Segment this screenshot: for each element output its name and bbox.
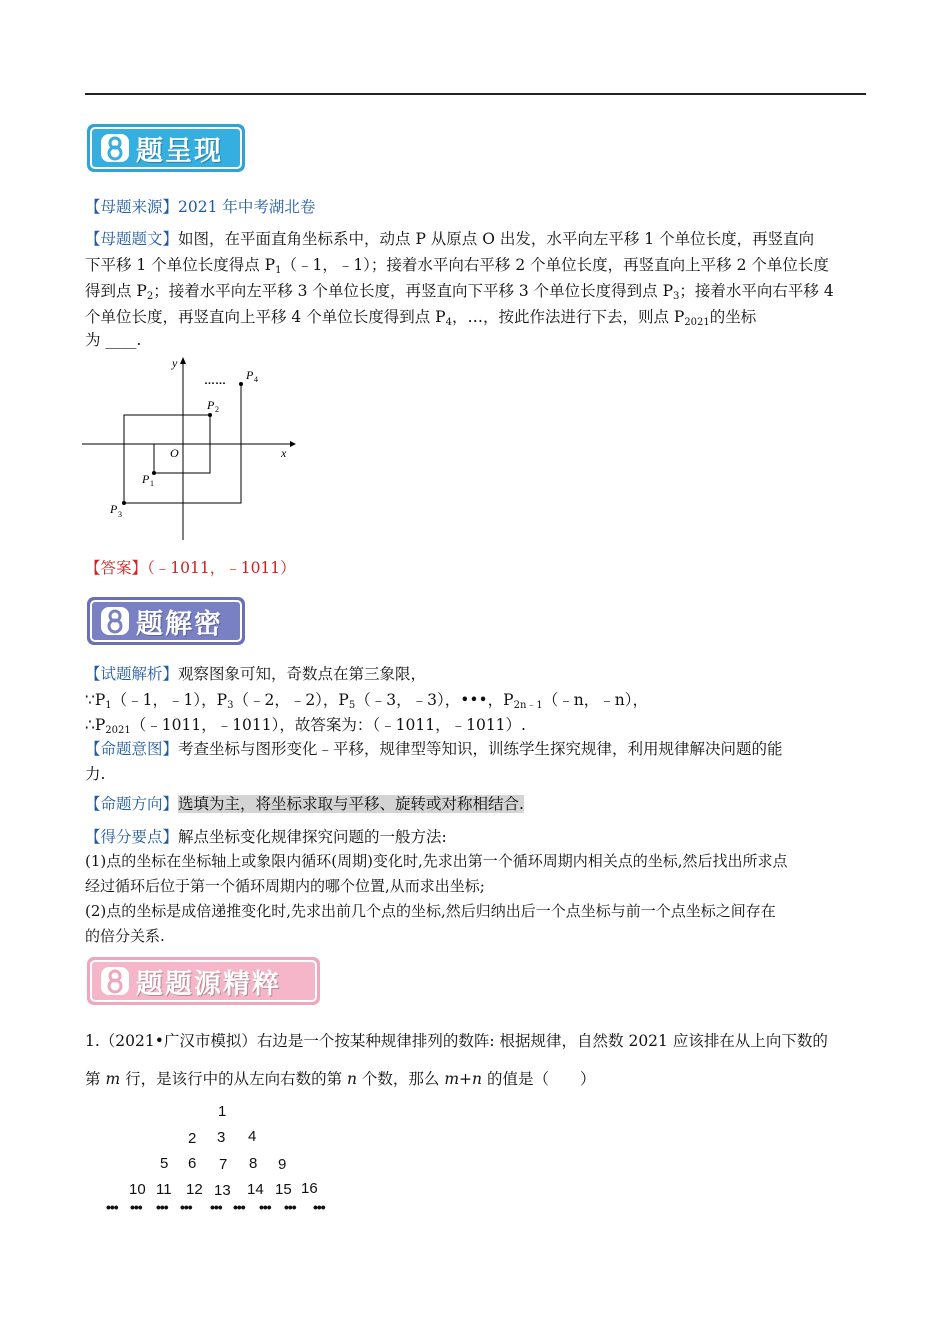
origin-label: O (170, 446, 179, 460)
p4-label: P (246, 368, 254, 382)
analysis-line-3 (85, 715, 870, 741)
triangle-number: 7 (219, 1156, 228, 1173)
x-label: x (281, 446, 287, 460)
intent-line-2 (85, 764, 870, 784)
p2-label: P (207, 398, 215, 412)
problem-text: 如图，在平面直角坐标系中，动点 P 从原点 O 出发，水平向左平移 1 个单位长度，再竖直向 (178, 230, 815, 248)
var-n: n (347, 1070, 357, 1088)
analysis-tag: 【试题解析】 (85, 665, 179, 683)
source-tag: 【母题来源】 (85, 198, 179, 216)
p1-label: P (142, 472, 150, 486)
direction-line (85, 794, 870, 814)
triangle-dots: ••• (284, 1199, 296, 1215)
problem-line-1 (85, 229, 870, 249)
direction-text: 选填为主，将坐标求取与平移、旋转或对称相结合. (178, 795, 524, 813)
eight-badge-icon (98, 131, 132, 165)
triangle-dots: ••• (259, 1199, 271, 1215)
analysis-text: ∴P (85, 716, 106, 734)
point-p1 (152, 471, 156, 475)
intent-text: 考查坐标与图形变化﹣平移，规律型等知识，训练学生探究规律，利用规律解决问题的能 (178, 740, 783, 758)
p3-label: P (110, 502, 118, 516)
triangle-number: 3 (217, 1129, 226, 1146)
triangle-dots: ••• (180, 1199, 192, 1215)
method-text: (2)点的坐标是成倍递推变化时,先求出前几个点的坐标,然后归纳出后一个点坐标与前一个点坐标之间存在 (85, 902, 776, 920)
intent-text: 力. (85, 765, 106, 783)
triangle-dots: ••• (313, 1199, 325, 1215)
answer-value: （﹣1011，﹣1011） (147, 559, 296, 577)
subscript: 5 (348, 700, 356, 711)
triangle-number: 9 (278, 1156, 287, 1173)
y-arrow-icon (180, 357, 186, 364)
coordinate-figure (82, 352, 302, 547)
problem-text: ，…，按此作法进行下去，则点 P (451, 308, 685, 326)
question-text: 的值是（ ） (482, 1070, 596, 1088)
analysis-line-1 (85, 664, 870, 684)
direction-tag: 【命题方向】 (85, 795, 179, 813)
problem-text: 得到点 P (85, 282, 147, 300)
analysis-text: 观察图象可知，奇数点在第三象限， (178, 665, 427, 683)
x-arrow-icon (290, 441, 296, 447)
intent-line-1 (85, 739, 870, 759)
score-tag: 【得分要点】 (85, 828, 179, 846)
triangle-dots: ••• (210, 1199, 222, 1215)
var-mn: m+n (444, 1070, 483, 1088)
subscript: 2 (146, 291, 154, 302)
subscript: 3 (227, 700, 234, 711)
analysis-text: （﹣3，﹣3），•••，P (355, 691, 514, 709)
problem-text: 为 ____. (85, 331, 142, 349)
triangle-number: 2 (188, 1130, 197, 1147)
analysis-text: （﹣n，﹣n）， (542, 691, 648, 709)
triangle-number: 14 (247, 1181, 264, 1198)
banner-source-title: 题题源精粹 (136, 968, 281, 1000)
triangle-number: 13 (214, 1182, 231, 1199)
triangle-number: 11 (156, 1181, 172, 1198)
problem-line-5 (85, 330, 870, 350)
number-triangle (100, 1095, 360, 1225)
triangle-number: 5 (160, 1155, 169, 1172)
analysis-text: （﹣1，﹣1），P (111, 691, 228, 709)
triangle-number: 16 (301, 1180, 318, 1197)
problem-text: 个单位长度，再竖直向上平移 4 个单位长度得到点 P (85, 308, 446, 326)
score-line (85, 827, 870, 847)
subscript: 2021 (105, 725, 131, 736)
question-text: 个数，那么 (356, 1070, 445, 1088)
problem-text: ；接着水平向右平移 4 (679, 282, 834, 300)
point-p3 (122, 501, 126, 505)
eight-badge-icon (98, 604, 132, 638)
analysis-text: ∵P (85, 691, 106, 709)
triangle-dots: ••• (130, 1199, 142, 1215)
triangle-number: 6 (188, 1155, 197, 1172)
question-text: 1.（2021•广汉市模拟）右边是一个按某种规律排列的数阵: 根据规律，自然数 2021 应该排在从上向下数的 (85, 1032, 828, 1050)
problem-line-3 (85, 281, 870, 307)
answer-line (85, 558, 870, 578)
banner-decode-title: 题解密 (136, 608, 223, 640)
banner-present (87, 124, 245, 172)
triangle-number: 10 (129, 1181, 146, 1198)
triangle-dots: ••• (106, 1199, 118, 1215)
header-rule (85, 93, 866, 95)
method-2-line-1 (85, 901, 870, 921)
score-text: 解点坐标变化规律探究问题的一般方法: (178, 828, 447, 846)
y-label: y (172, 356, 178, 370)
eight-badge-icon (98, 964, 132, 998)
p2-sub: 2 (215, 405, 219, 414)
analysis-text: （﹣2，﹣2），P (233, 691, 349, 709)
triangle-dots: ••• (156, 1199, 168, 1215)
analysis-text: （﹣1011，﹣1011），故答案为：（﹣1011，﹣1011）. (130, 716, 526, 734)
banner-decode (87, 597, 245, 645)
triangle-dots: ••• (233, 1199, 245, 1215)
question-1-line-1 (85, 1031, 870, 1051)
point-p2 (208, 413, 212, 417)
method-1-line-2 (85, 876, 870, 896)
problem-text: ；接着水平向左平移 3 个单位长度，再竖直向下平移 3 个单位长度得到点 P (153, 282, 674, 300)
answer-tag: 【答案】 (85, 559, 148, 577)
subscript: 3 (673, 291, 680, 302)
problem-text: 下平移 1 个单位长度得点 P (85, 256, 276, 274)
triangle-number: 4 (248, 1128, 257, 1145)
p3-sub: 3 (118, 510, 122, 519)
method-1-line-1 (85, 851, 870, 871)
triangle-number: 15 (275, 1181, 292, 1198)
source-text: 2021 年中考湖北卷 (178, 198, 316, 216)
p1-sub: 1 (150, 479, 154, 488)
method-text: 经过循环后位于第一个循环周期内的哪个位置,从而求出坐标; (85, 877, 485, 895)
point-p4 (239, 382, 243, 386)
subscript: 2021 (684, 317, 710, 328)
triangle-number: 12 (186, 1181, 203, 1198)
source-line (85, 197, 870, 217)
triangle-number: 1 (218, 1103, 227, 1120)
problem-line-2 (85, 255, 870, 281)
subscript: 4 (445, 317, 452, 328)
method-text: (1)点的坐标在坐标轴上或象限内循环(周期)变化时,先求出第一个循环周期内相关点的坐标,然后找出所求点 (85, 852, 788, 870)
question-text: 第 (85, 1070, 106, 1088)
intent-tag: 【命题意图】 (85, 740, 179, 758)
subscript: 1 (105, 700, 112, 711)
analysis-line-2 (85, 690, 870, 716)
p4-sub: 4 (254, 375, 258, 384)
method-2-line-2 (85, 926, 870, 946)
ellipsis: …… (204, 375, 226, 387)
var-m: m (105, 1070, 121, 1088)
problem-text: （﹣1，﹣1）；接着水平向右平移 2 个单位长度，再竖直向上平移 2 个单位长度 (281, 256, 829, 274)
banner-source (87, 957, 320, 1005)
banner-present-title: 题呈现 (136, 135, 223, 167)
method-text: 的倍分关系. (85, 927, 165, 945)
question-1-line-2 (85, 1069, 870, 1089)
problem-text: 的坐标 (709, 308, 757, 326)
subscript: 1 (275, 265, 282, 276)
problem-tag: 【母题题文】 (85, 230, 179, 248)
question-text: 行，是该行中的从左向右数的第 (120, 1070, 347, 1088)
triangle-number: 8 (249, 1155, 258, 1172)
subscript: 2n﹣1 (513, 700, 543, 711)
